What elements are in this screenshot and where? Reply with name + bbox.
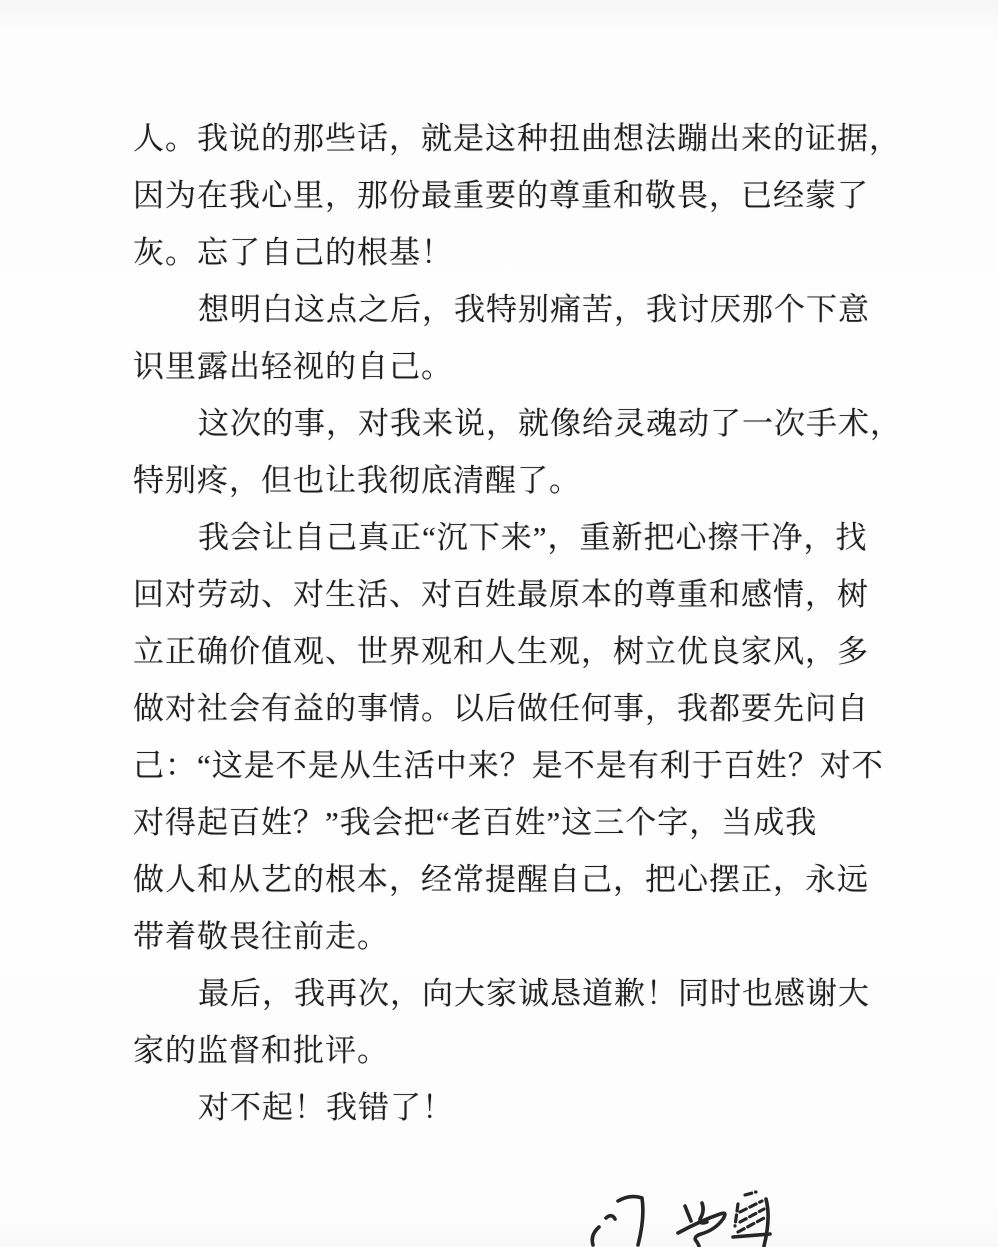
text-line: 因为在我心里，那份最重要的尊重和敬畏，已经蒙了 [133,178,869,213]
text-line: 想明白这点之后，我特别痛苦，我讨厌那个下意 [198,292,870,327]
text-line: 特别疼，但也让我彻底清醒了。 [133,463,581,498]
text-line: 做人和从艺的根本，经常提醒自己，把心摆正，永远 [133,862,869,897]
text-line: 己：“这是不是从生活中来？是不是有利于百姓？对不 [133,748,884,783]
handwritten-signature-icon [585,1188,795,1247]
letter-body [133,110,923,1136]
text-line: 我会让自己真正“沉下来”，重新把心擦干净，找 [198,520,868,555]
text-line: 最后，我再次，向大家诚恳道歉！同时也感谢大 [198,976,870,1011]
text-line: 对得起百姓？”我会把“老百姓”这三个字，当成我 [133,805,818,840]
text-line: 家的监督和批评。 [133,1033,389,1068]
text-line: 人。我说的那些话，就是这种扭曲想法蹦出来的证据， [133,121,901,156]
text-line: 灰。忘了自己的根基！ [133,235,453,270]
text-line: 做对社会有益的事情。以后做任何事，我都要先问自 [133,691,869,726]
text-line: 带着敬畏往前走。 [133,919,389,954]
text-line: 立正确价值观、世界观和人生观，树立优良家风，多 [133,634,869,669]
text-line: 识里露出轻视的自己。 [133,349,453,384]
text-line: 回对劳动、对生活、对百姓最原本的尊重和感情，树 [133,577,869,612]
text-line: 对不起！我错了！ [198,1090,454,1125]
text-line: 这次的事，对我来说，就像给灵魂动了一次手术， [198,406,902,441]
